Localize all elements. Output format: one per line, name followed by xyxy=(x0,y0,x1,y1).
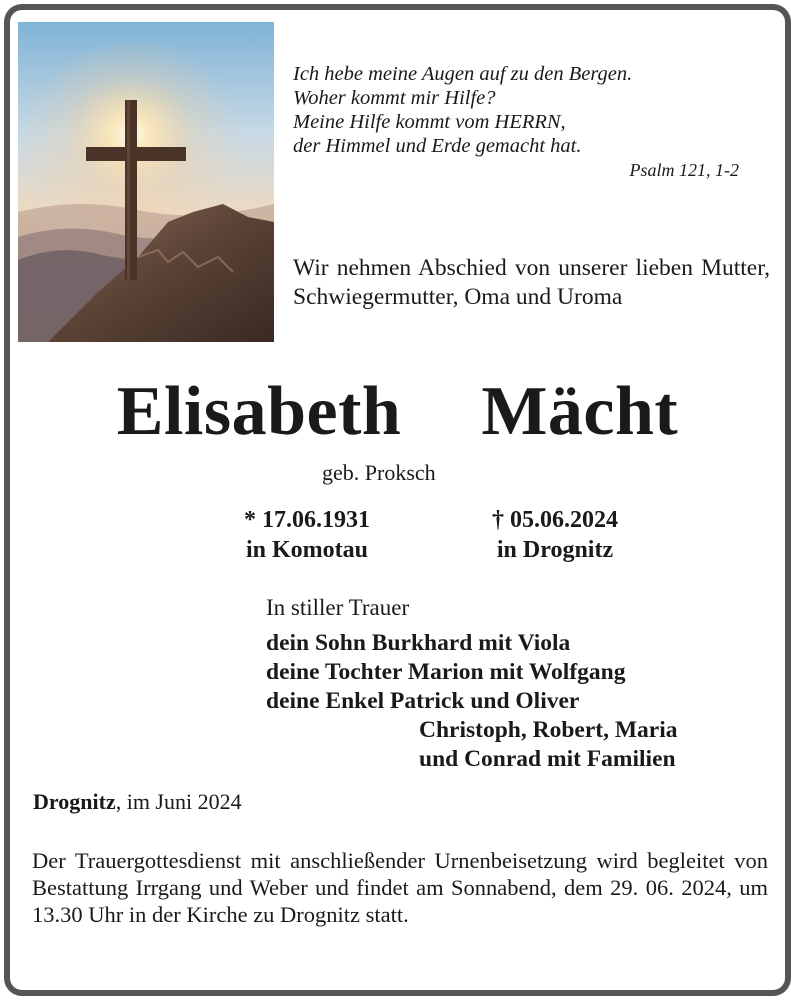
death-info xyxy=(470,505,640,565)
mourner-line: Christoph, Robert, Maria xyxy=(419,717,678,743)
service-info: Der Trauergottesdienst mit anschließender Urnenbeisetzung wird begleitet von Bestattung Irrgang und Weber und findet am Sonnabend, dem 29. 06. 2024, um 13.30 Uhr in der Kirche zu Drognitz statt. xyxy=(32,848,768,927)
mourner-line: deine Enkel Patrick und Oliver xyxy=(266,688,580,714)
death-place: in Drognitz xyxy=(496,537,614,563)
psalm-line: Meine Hilfe kommt vom HERRN, xyxy=(293,111,566,133)
psalm-line: Woher kommt mir Hilfe? xyxy=(293,87,496,109)
cross-on-mountain-image xyxy=(18,22,274,342)
mourners-list xyxy=(266,629,766,774)
psalm-reference: Psalm 121, 1-2 xyxy=(629,160,739,180)
mourner-line: und Conrad mit Familien xyxy=(419,746,676,772)
mourner-line: deine Tochter Marion mit Wolfgang xyxy=(266,659,626,685)
birth-place: in Komotau xyxy=(245,537,368,563)
farewell-text: Wir nehmen Abschied von unserer lieben Mutter, Schwiegermutter, Oma und Uroma xyxy=(293,255,770,310)
birth-info xyxy=(222,505,392,565)
mourning-heading: In stiller Trauer xyxy=(266,595,410,620)
date-text: , im Juni 2024 xyxy=(115,789,242,814)
psalm-line: Ich hebe meine Augen auf zu den Bergen. xyxy=(293,63,633,85)
place-name: Drognitz xyxy=(33,789,116,814)
psalm-quote xyxy=(293,62,753,182)
maiden-name: geb. Proksch xyxy=(322,460,436,485)
place-date xyxy=(33,788,242,816)
death-date: † 05.06.2024 xyxy=(492,507,618,533)
birth-date: * 17.06.1931 xyxy=(244,507,370,533)
psalm-line: der Himmel und Erde gemacht hat. xyxy=(293,135,582,157)
deceased-name: Elisabeth Mächt xyxy=(116,373,679,450)
mourner-line: dein Sohn Burkhard mit Viola xyxy=(266,630,571,656)
